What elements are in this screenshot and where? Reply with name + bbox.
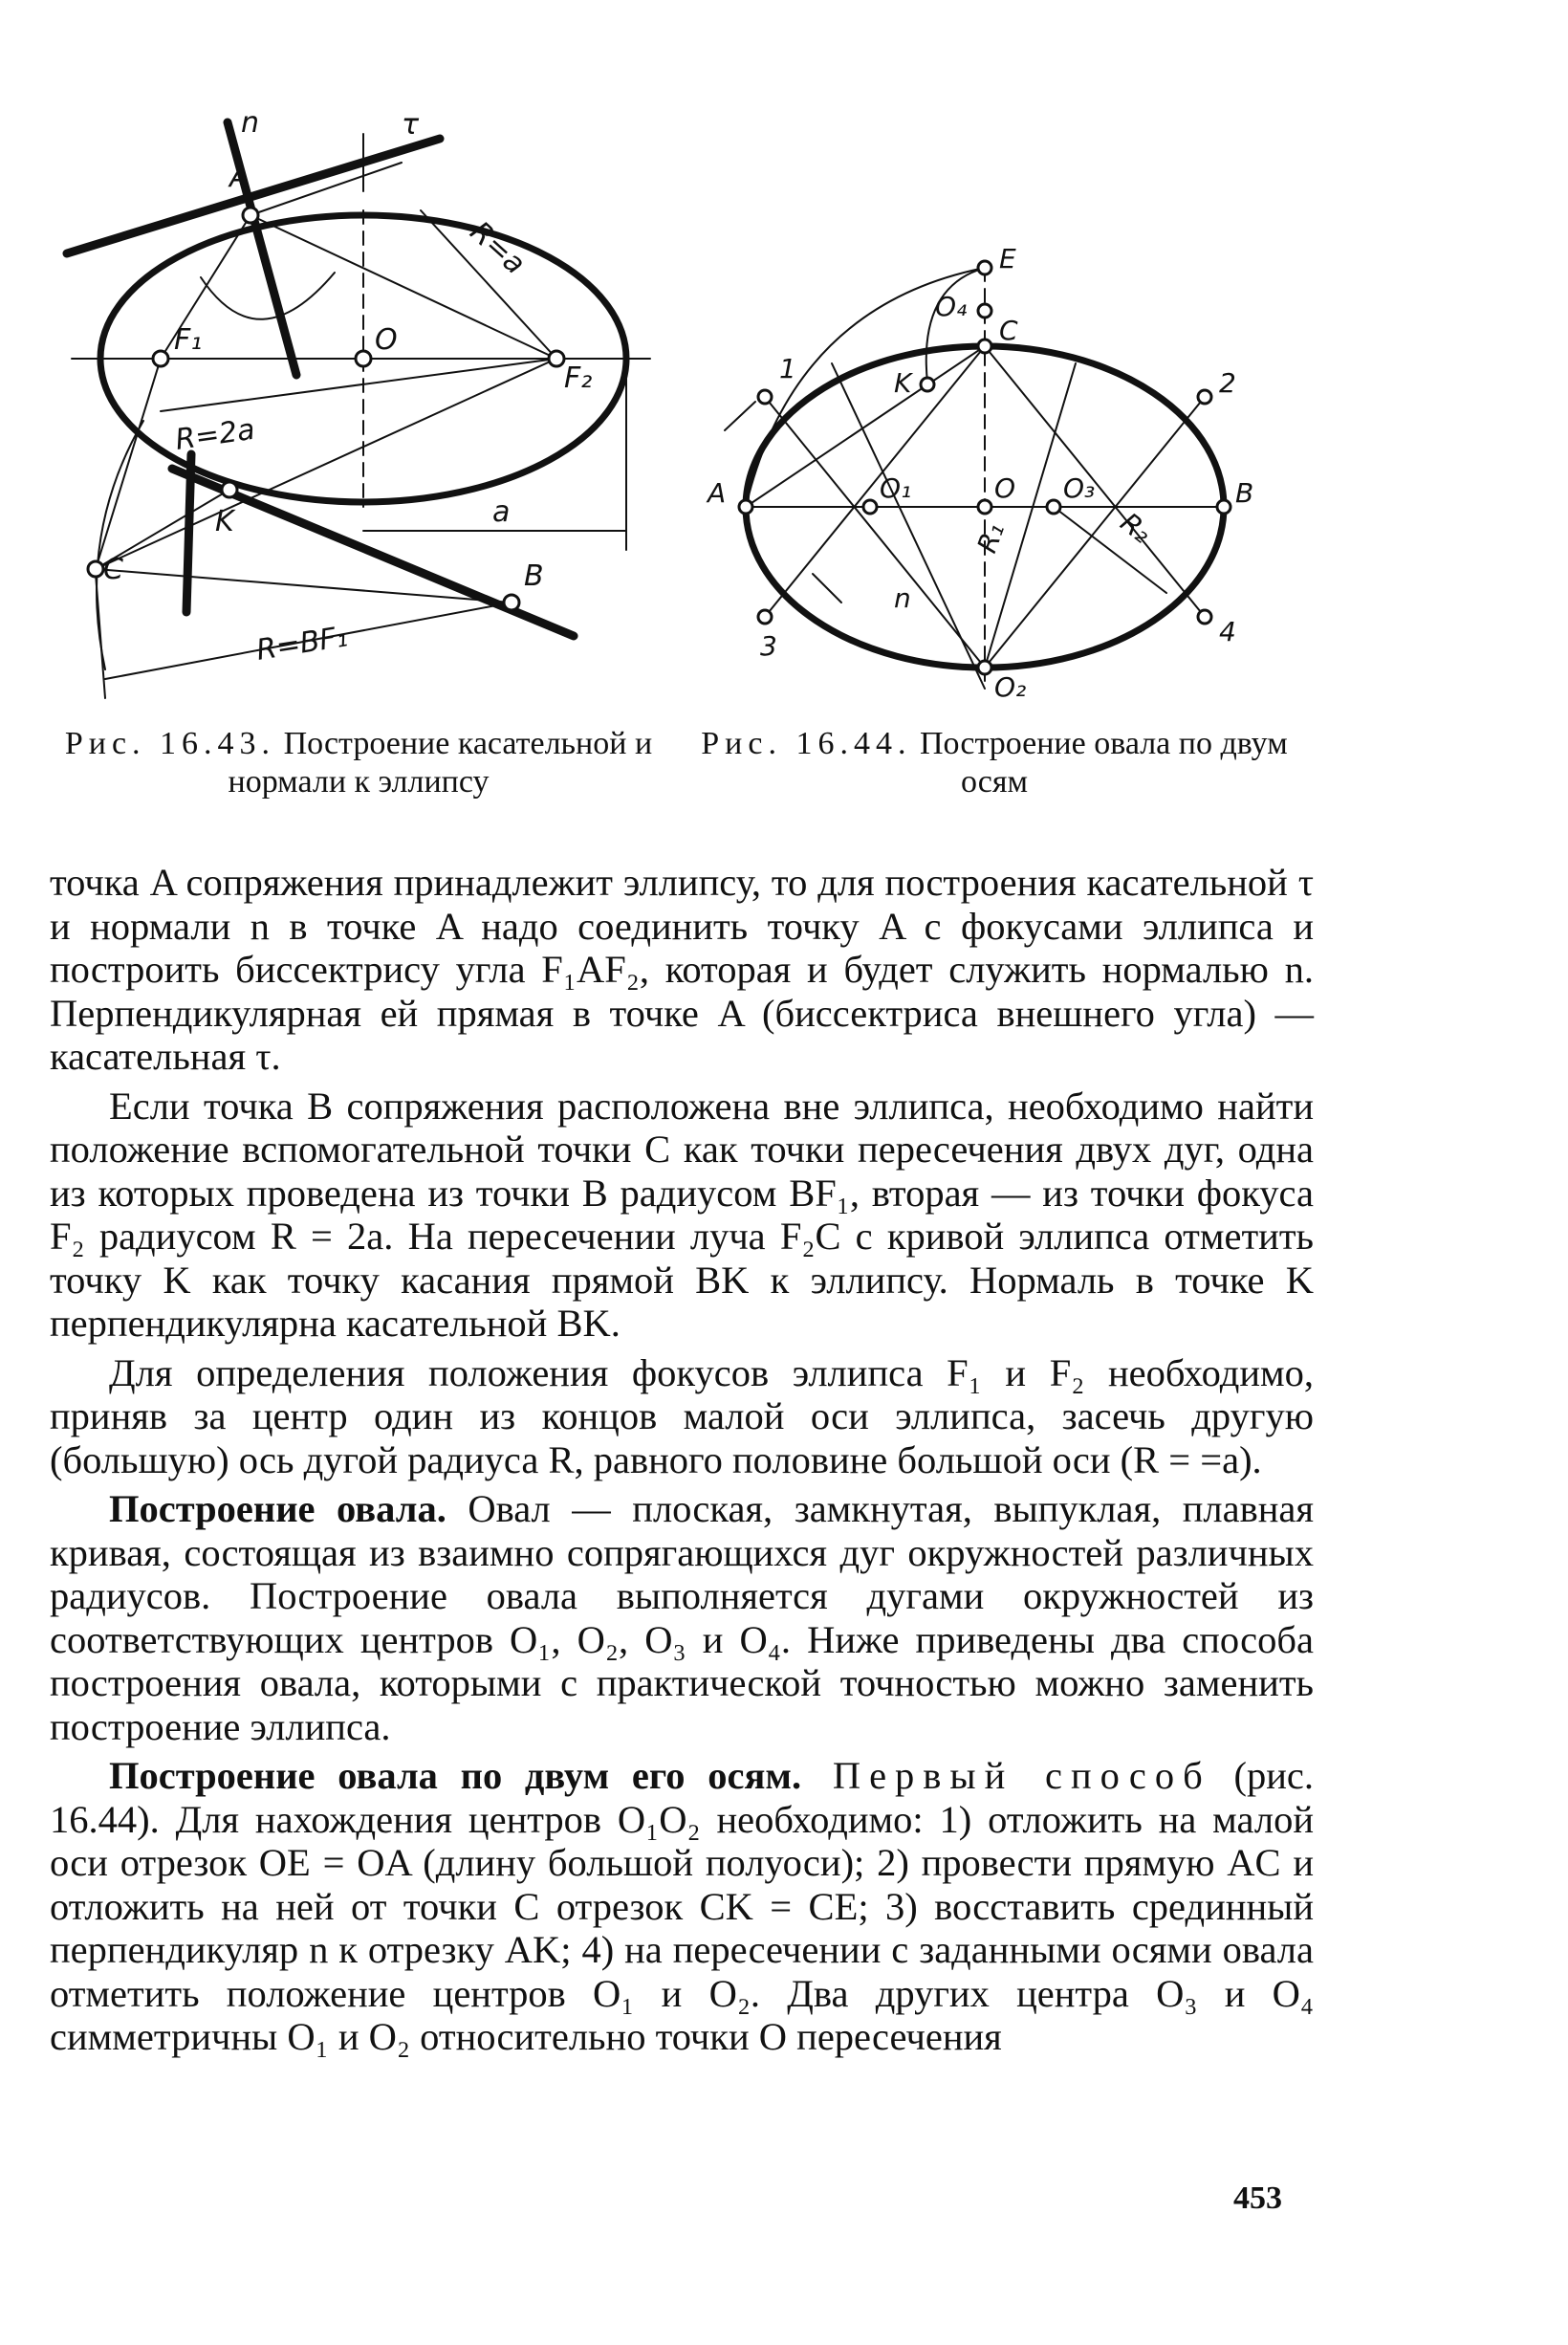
paragraph: точка A сопряжения принадлежит эллипсу, то для построения касательной τ и нормали n в точке A надо соединить точку A с фокусами эллипса и построить биссектрису угла F₁AF₂, которая и будет служить нормалью n. Перпендикулярная ей прямая в точке A (биссектриса внешнего угла) — касательная τ. (50, 861, 1314, 1078)
label-a: a (492, 495, 511, 529)
point-4 (1198, 610, 1211, 624)
caption-text: Построение овала по двум (919, 726, 1288, 761)
heading-oval-two-axes: Построение овала по двум его осям. (109, 1754, 802, 1797)
label-R-BF1: R=BF₁ (253, 620, 350, 668)
point-A (739, 500, 752, 514)
line-O2-2 (985, 397, 1205, 668)
point-E (978, 261, 991, 274)
label-R1: R₁ (970, 518, 1012, 558)
label-tau: τ (402, 108, 420, 142)
page-number: 453 (1233, 2181, 1282, 2216)
label-A: A (708, 477, 727, 509)
line-C-3 (765, 346, 985, 617)
paragraph (50, 1754, 1314, 2059)
point-C (978, 340, 991, 353)
point-O (978, 500, 991, 514)
label-1: 1 (779, 353, 796, 384)
label-C: C (103, 553, 123, 586)
label-R2: R₂ (1114, 506, 1158, 550)
point-O3 (1047, 500, 1060, 514)
paragraph-text: (рис. 16.44). Для нахождения центров O₁O₂ необходимо: 1) отложить на малой оси отрезок OE = OA (длину большой полуоси); 2) провести прямую AC и отложить на ней от точки C отрезок CK = CE; 3) восставить срединный перпендикуляр n к отрезку AK; 4) на пересечении с заданными осями овала отметить положение центров O₁ и O₂. Два других центра O₃ и O₄ симметричны O₁ и O₂ относительно точки O пересечения (50, 1754, 1314, 2058)
label-2: 2 (1219, 367, 1236, 399)
point-K (921, 378, 934, 391)
tangent-line-tau (67, 139, 440, 253)
caption-label: Рис. 16.43. (64, 726, 276, 761)
paragraph: Если точка B сопряжения расположена вне эллипса, необходимо найти положение вспомогательной точки C как точки пересечения двух дуг, одна из которых проведена из точки B радиусом BF₁, вторая — из точки фокуса F₂ радиусом R = 2a. На пересечении луча F₂C с кривой эллипса отметить точку K как точку касания прямой BK к эллипсу. Нормаль в точке K перпендикулярна касательной BK. (50, 1084, 1314, 1345)
caption-16-43 (48, 725, 669, 801)
label-O: O (375, 323, 398, 357)
caption-16-44 (688, 725, 1300, 801)
label-n: n (894, 582, 911, 614)
point-K (222, 482, 237, 497)
label-n: n (241, 106, 260, 140)
label-4: 4 (1219, 616, 1236, 647)
line-O2-1 (765, 397, 985, 668)
figure-16-44 (708, 239, 1281, 736)
caption-text: нормали к эллипсу (228, 764, 490, 800)
point-1 (758, 390, 772, 404)
label-O4: O₄ (935, 291, 968, 322)
label-3: 3 (760, 630, 777, 662)
point-3 (758, 610, 772, 624)
paragraph-text: Овал — плоская, замкнутая, выпуклая, плавная кривая, состоящая из взаимно сопрягающихся дуг окружностей различных радиусов. Построение овала выполняется дугами окружностей из соответствующих центров O₁, O₂, O₃ и O₄. Ниже приведены два способа построения овала, которыми с практической точностью можно заменить построение эллипса. (50, 1487, 1314, 1748)
point-2 (1198, 390, 1211, 404)
point-F1 (153, 351, 168, 366)
paragraph: Для определения положения фокусов эллипса F₁ и F₂ необходимо, приняв за центр один из концов малой оси эллипса, засечь другую (большую) ось дугой радиуса R, равного половине большой оси (R = =a). (50, 1350, 1314, 1481)
point-C (88, 561, 103, 577)
label-O: O (994, 472, 1016, 504)
label-F1: F₁ (174, 323, 203, 357)
point-O (356, 351, 371, 366)
label-O2: O₂ (994, 671, 1027, 703)
caption-text: осям (960, 764, 1029, 800)
label-R-2a: R=2a (173, 412, 257, 457)
radius-R1 (985, 363, 1076, 668)
normal-at-K (186, 454, 191, 612)
point-A (243, 208, 258, 223)
label-K: K (894, 367, 912, 399)
label-O3: O₃ (1063, 472, 1096, 504)
paragraph (50, 1487, 1314, 1748)
label-F2: F₂ (564, 362, 593, 395)
label-O1: O₁ (880, 472, 912, 504)
point-O4 (978, 304, 991, 318)
point-O1 (863, 500, 877, 514)
label-R-a: R=a (463, 214, 532, 282)
label-A: A (229, 161, 250, 194)
label-E: E (999, 243, 1016, 274)
point-B (504, 595, 519, 610)
figure-16-43 (0, 0, 688, 727)
label-B: B (524, 559, 544, 593)
caption-label: Рис. 16.44. (701, 726, 912, 761)
point-B (1217, 500, 1230, 514)
heading-oval-construction: Построение овала. (109, 1487, 446, 1530)
point-F2 (549, 351, 564, 366)
caption-text: Построение касательной и (283, 726, 653, 761)
label-K: K (215, 505, 234, 538)
point-O2 (978, 661, 991, 674)
first-method-label: Первый способ (801, 1754, 1211, 1797)
label-B: B (1235, 477, 1254, 509)
body-text (50, 861, 1314, 2065)
label-C: C (999, 315, 1018, 346)
